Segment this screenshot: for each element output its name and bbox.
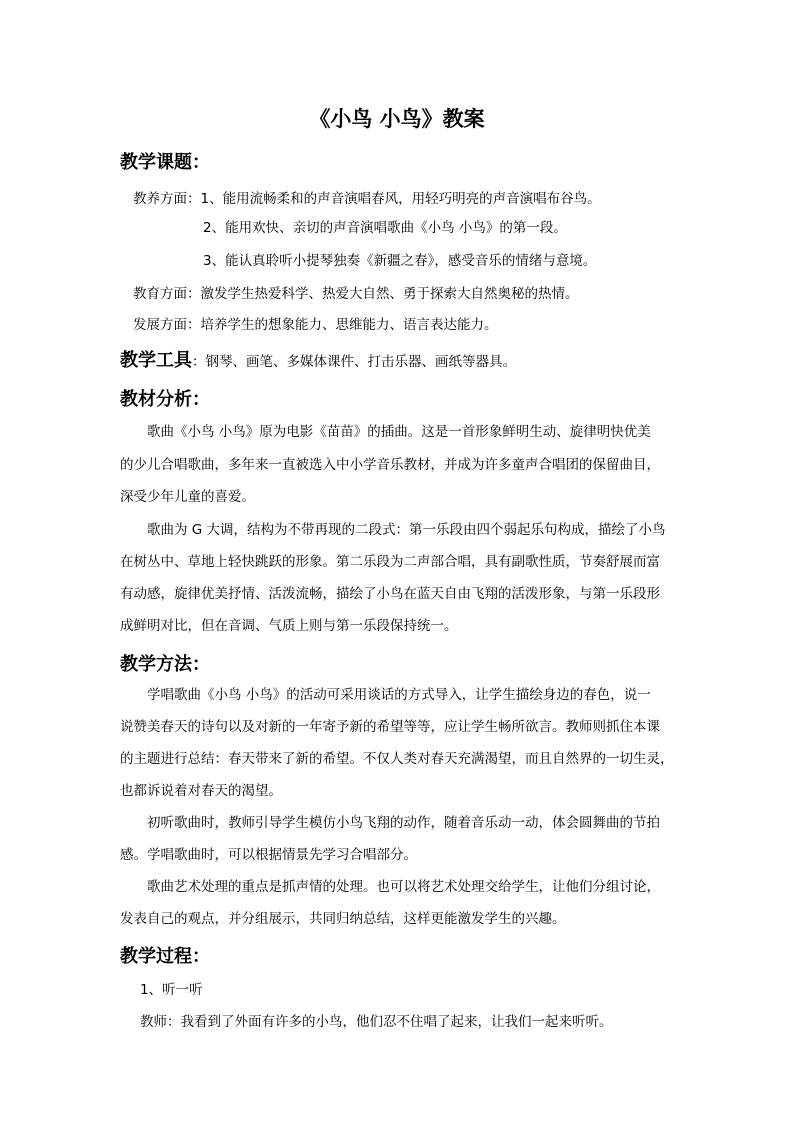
process-line: 1、听一听: [140, 982, 203, 998]
analysis-line: 歌曲为 G 大调，结构为不带再现的二段式：第一乐段由四个弱起乐句构成，描绘了小鸟: [147, 522, 666, 538]
analysis-line: 成鲜明对比，但在音调、气质上则与第一乐段保持统一。: [120, 618, 458, 634]
method-line: 歌曲艺术处理的重点是抓声情的处理。也可以将艺术处理交给学生，让他们分组讨论，: [147, 879, 660, 895]
method-line: 发表自己的观点，并分组展示，共同归纳总结，这样更能激发学生的兴趣。: [120, 911, 566, 927]
section-heading-tools: [120, 346, 516, 372]
analysis-line: 的少儿合唱歌曲，多年来一直被选入中小学音乐教材，并成为许多童声合唱团的保留曲目，: [120, 457, 660, 473]
section-heading-process: 教学过程：: [120, 946, 210, 967]
process-line: 教师：我看到了外面有许多的小鸟，他们忍不住唱了起来，让我们一起来听听。: [140, 1014, 613, 1030]
topic-line: 教育方面：激发学生热爱科学、热爱大自然、勇于探索大自然奥秘的热情。: [133, 286, 579, 302]
section-heading-method: 教学方法：: [120, 654, 210, 675]
tools-text: ：钢琴、画笔、多媒体课件、打击乐器、画纸等器具。: [192, 354, 516, 370]
analysis-line: 深受少年儿童的喜爱。: [120, 489, 255, 505]
topic-line: 2、能用欢快、亲切的声音演唱歌曲《小鸟 小鸟》的第一段。: [203, 220, 567, 236]
method-line: 也都诉说着对春天的渴望。: [120, 783, 282, 799]
analysis-line: 歌曲《小鸟 小鸟》原为电影《苗苗》的插曲。这是一首形象鲜明生动、旋律明快优美: [147, 424, 651, 440]
section-heading-topic: 教学课题：: [120, 152, 210, 173]
method-line: 感。学唱歌曲时，可以根据情景先学习合唱部分。: [120, 847, 417, 863]
section-heading-analysis: 教材分析：: [120, 389, 210, 410]
document-title: 《小鸟 小鸟》教案: [309, 106, 485, 131]
analysis-line: 在树丛中、草地上轻快跳跃的形象。第二乐段为二声部合唱，具有副歌性质，节奏舒展而富: [120, 554, 660, 570]
method-line: 学唱歌曲《小鸟 小鸟》的活动可采用谈话的方式导入，让学生描绘身边的春色，说一: [147, 687, 651, 703]
topic-line: 教养方面：1、能用流畅柔和的声音演唱春风，用轻巧明亮的声音演唱布谷鸟。: [133, 191, 601, 207]
tools-heading-label: 教学工具: [120, 350, 192, 371]
analysis-line: 有动感，旋律优美抒情、活泼流畅，描绘了小鸟在蓝天自由飞翔的活泼形象，与第一乐段形: [120, 586, 660, 602]
method-line: 初听歌曲时，教师引导学生模仿小鸟飞翔的动作，随着音乐动一动，体会圆舞曲的节拍: [147, 815, 660, 831]
method-line: 说赞美春天的诗句以及对新的一年寄予新的希望等等，应让学生畅所欲言。教师则抓住本课: [120, 719, 660, 735]
topic-line: 发展方面：培养学生的想象能力、思维能力、语言表达能力。: [133, 317, 498, 333]
method-line: 的主题进行总结：春天带来了新的希望。不仅人类对春天充满渴望，而且自然界的一切生灵，: [120, 751, 674, 767]
topic-line: 3、能认真聆听小提琴独奏《新疆之春》，感受音乐的情绪与意境。: [203, 253, 597, 269]
